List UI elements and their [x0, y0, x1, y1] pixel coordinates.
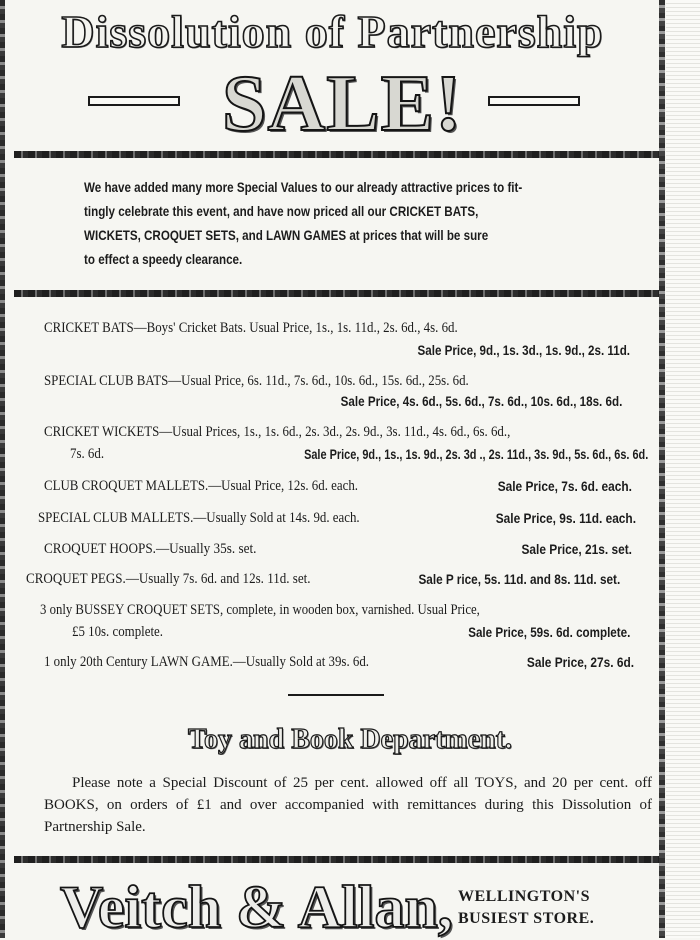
tagline-line-2: BUSIEST STORE.: [458, 910, 595, 927]
club-bats-usual: SPECIAL CLUB BATS—Usual Price, 6s. 11d., 7s. 6d., 10s. 6d., 15s. 6d., 25s. 6d.: [44, 373, 469, 389]
right-margin: [666, 0, 700, 938]
headline-title: Dissolution of Partnership: [61, 6, 604, 57]
discount-notice-text: Please note a Special Discount of 25 per cent. allowed off all TOYS, and 20 per cent. off BOOKS, on orders of £1 and over accompanied with remittances during this Dissolution of Partnership Sale.: [44, 775, 652, 835]
bussey-usual: 3 only BUSSEY CROQUET SETS, complete, in wooden box, varnished. Usual Price,: [40, 602, 480, 618]
left-page-edge: [0, 0, 5, 938]
special-mallets-usual: SPECIAL CLUB MALLETS.—Usually Sold at 14s. 9d. each.: [38, 510, 360, 526]
hoops-sale: Sale Price, 21s. set.: [521, 541, 632, 557]
bussey-sale: Sale Price, 59s. 6d. complete.: [467, 624, 630, 640]
bussey-usual-continued: £5 10s. complete.: [72, 624, 164, 640]
hoops-usual: CROQUET HOOPS.—Usually 35s. set.: [44, 541, 257, 557]
middle-rule: [14, 290, 659, 297]
pegs-sale: Sale P rice, 5s. 11d. and 8s. 11d. set.: [418, 571, 620, 587]
intro-line: WICKETS, CROQUET SETS, and LAWN GAMES at prices that will be sure: [84, 227, 489, 243]
left-decorative-bar: [88, 96, 180, 106]
sale-headline: SALE!: [222, 60, 463, 148]
intro-line: tingly celebrate this event, and have now priced all our CRICKET BATS,: [84, 203, 479, 219]
wickets-sale: Sale Price, 9d., 1s., 1s. 9d., 2s. 3d ., 2s. 11d., 3s. 9d., 5s. 6d., 6s. 6d.: [303, 446, 648, 462]
intro-line: We have added many more Special Values to our already attractive prices to fit-: [84, 179, 523, 195]
wickets-usual-continued: 7s. 6d.: [70, 446, 105, 462]
section-divider: [288, 694, 384, 696]
cricket-bats-sale: Sale Price, 9d., 1s. 3d., 1s. 9d., 2s. 11d.: [417, 342, 630, 358]
store-brand: Veitch & Allan,: [60, 874, 453, 940]
wickets-usual: CRICKET WICKETS—Usual Prices, 1s., 1s. 6d., 2s. 3d., 2s. 9d., 3s. 11d., 4s. 6d., 6s. 6d.,: [44, 424, 511, 440]
right-border: [659, 0, 665, 938]
lawn-game-usual: 1 only 20th Century LAWN GAME.—Usually Sold at 39s. 6d.: [44, 654, 370, 670]
right-decorative-bar: [488, 96, 580, 106]
store-tagline: [458, 886, 618, 930]
intro-line: to effect a speedy clearance.: [84, 251, 243, 267]
mallets-sale: Sale Price, 7s. 6d. each.: [497, 478, 632, 494]
department-heading: Toy and Book Department.: [187, 724, 513, 755]
top-rule: [14, 151, 659, 158]
special-mallets-sale: Sale Price, 9s. 11d. each.: [495, 510, 636, 526]
cricket-bats-usual: CRICKET BATS—Boys' Cricket Bats. Usual Price, 1s., 1s. 11d., 2s. 6d., 4s. 6d.: [44, 320, 458, 336]
bottom-rule: [14, 856, 659, 863]
discount-notice: [44, 772, 652, 838]
mallets-usual: CLUB CROQUET MALLETS.—Usual Price, 12s. 6d. each.: [44, 478, 358, 494]
intro-paragraph: [84, 175, 523, 271]
club-bats-sale: Sale Price, 4s. 6d., 5s. 6d., 7s. 6d., 10s. 6d., 18s. 6d.: [340, 393, 622, 409]
tagline-line-1: WELLINGTON'S: [458, 888, 590, 905]
pegs-usual: CROQUET PEGS.—Usually 7s. 6d. and 12s. 11d. set.: [26, 571, 311, 587]
lawn-game-sale: Sale Price, 27s. 6d.: [526, 654, 634, 670]
